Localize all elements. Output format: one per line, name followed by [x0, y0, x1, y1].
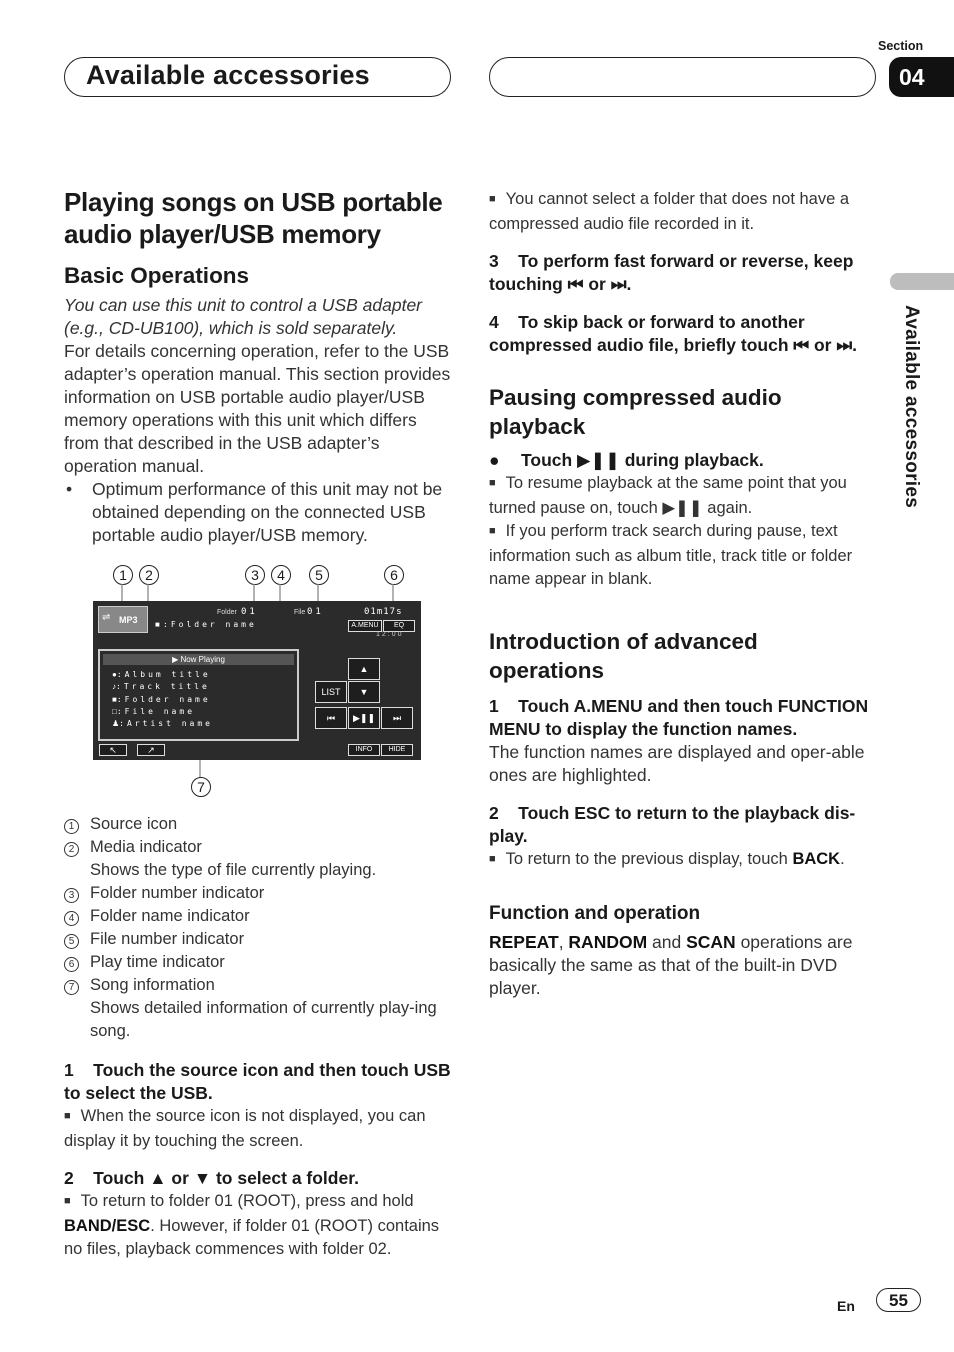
note-square-icon: ■ [489, 193, 496, 205]
back-label: BACK [792, 850, 841, 868]
repeat-label: REPEAT [489, 932, 559, 952]
folder-name-indicator: :Folder name [163, 620, 257, 629]
media-indicator: MP3 [119, 615, 138, 625]
song-info-panel [98, 649, 299, 741]
legend-text: Folder name indicator [90, 907, 250, 925]
legend-row [64, 813, 452, 836]
prev-track-button[interactable]: ⏮ [315, 707, 347, 729]
legend-row [64, 928, 452, 951]
page-header-title: Available accessories [86, 60, 370, 90]
file-row [112, 706, 213, 718]
right-column [489, 188, 879, 1000]
step-2-note [64, 1190, 452, 1261]
sep-2: and [647, 932, 687, 952]
play-time-indicator: 01m17s [364, 607, 403, 617]
step-1-note-text: When the source icon is not displayed, you can display it by touching the screen. [64, 1107, 426, 1150]
callout-5: 5 [309, 565, 329, 585]
callout-6: 6 [384, 565, 404, 585]
note-square-icon: ■ [64, 1195, 71, 1207]
legend-number: 5 [64, 934, 79, 949]
folder-name: :Folder name [116, 694, 211, 704]
legend-row [64, 859, 452, 882]
scroll-right-button[interactable]: ↗ [137, 744, 165, 756]
note-square-icon: ■ [489, 525, 496, 537]
section-label: Section [878, 39, 924, 53]
folder-note-text: You cannot select a folder that does not have a compressed audio file recorded in it. [489, 190, 850, 233]
legend-number: 6 [64, 957, 79, 972]
list-button[interactable]: LIST [315, 681, 347, 703]
note-square-icon: ■ [489, 853, 496, 865]
random-label: RANDOM [568, 932, 648, 952]
next-track-button[interactable]: ⏭ [381, 707, 413, 729]
side-tab-label: Available accessories [901, 305, 922, 509]
pause-note-2-text: If you perform track search during pause, text information such as album title, track title or folder name appear in blank. [489, 522, 853, 588]
step-4: 4 To skip back or forward to another compressed audio file, briefly touch ⏮ or ⏭. [489, 312, 857, 355]
legend-number: 4 [64, 911, 79, 926]
file-name: :File name [116, 706, 196, 716]
legend-row [64, 836, 452, 859]
clock-display: 12:00 [376, 631, 404, 638]
file-number-indicator: 01 [307, 607, 324, 617]
scroll-left-button[interactable]: ↖ [99, 744, 127, 756]
file-icon: □ [112, 706, 117, 716]
folder-down-button[interactable]: ▼ [348, 681, 380, 703]
legend-row [64, 905, 452, 928]
song-info-list [112, 669, 213, 730]
track-title: :Track title [116, 682, 210, 692]
legend-number: 7 [64, 980, 79, 995]
round-bullet-icon: ● [489, 450, 500, 470]
step-2: 2 Touch ▲ or ▼ to select a folder. [64, 1168, 359, 1188]
legend-text: Play time indicator [90, 953, 225, 971]
artist-row [112, 718, 213, 730]
disc-icon: ● [112, 670, 117, 679]
now-playing-bar [103, 654, 294, 665]
folder-up-button[interactable]: ▲ [348, 658, 380, 680]
adv-step-2: 2 Touch ESC to return to the playback dis-play. [489, 803, 856, 846]
folder-number-indicator: 01 [241, 607, 258, 617]
sep-1: , [558, 932, 569, 952]
legend-number: 3 [64, 888, 79, 903]
pause-heading: Pausing compressed audio playback [489, 385, 782, 439]
pause-step [489, 449, 879, 472]
folder-small-icon: ■ [112, 694, 117, 704]
pause-note-1-text: To resume playback at the same point that you turned pause on, touch ▶❚❚ again. [489, 474, 847, 517]
advanced-heading: Introduction of advanced operations [489, 629, 758, 683]
track-row [112, 681, 213, 693]
function-heading: Function and operation [489, 903, 701, 924]
legend-text: Shows detailed information of currently play-ing song. [90, 999, 437, 1040]
adv-step-2-note-text: To return to the previous display, touch [505, 850, 788, 868]
legend-text: Source icon [90, 815, 178, 833]
basic-operations-heading: Basic Operations [64, 263, 250, 288]
folder-note [489, 188, 879, 236]
left-steps [64, 1059, 456, 1261]
person-icon: ♟ [112, 719, 120, 729]
intro-body: For details concerning operation, refer to the USB adapter’s operation manual. This section provides information on USB portable audio player/USB memory operations with this unit which differs from that described in the USB adapter’s operation manual. [64, 341, 451, 476]
intro-italic: You can use this unit to control a USB adapter (e.g., CD-UB100), which is sold separately. [64, 295, 422, 338]
pause-step-text: Touch ▶❚❚ during playback. [521, 450, 764, 470]
bullet-dot-icon: • [66, 479, 73, 499]
step-3: 3 To perform fast forward or reverse, keep touching ⏮ or ⏭. [489, 251, 859, 294]
adv-step-1: 1 Touch A.MENU and then touch FUNCTION MENU to display the function names. [489, 696, 874, 739]
step-2-note-text: To return to folder 01 (ROOT), press and hold [80, 1192, 414, 1210]
album-row [112, 669, 213, 681]
hide-button[interactable]: HIDE [381, 744, 413, 756]
callout-3: 3 [245, 565, 265, 585]
now-playing-label: ▶ Now Playing [172, 655, 225, 664]
page-number: 55 [876, 1288, 921, 1312]
source-icon-box[interactable] [98, 606, 148, 633]
note-square-icon: ■ [489, 477, 496, 489]
legend-row [64, 974, 452, 997]
folder-row [112, 694, 213, 706]
file-number-label: File [294, 609, 306, 616]
figure-legend [64, 813, 452, 1043]
eq-button[interactable]: EQ [383, 620, 415, 632]
callout-7: 7 [191, 777, 211, 797]
note-square-icon: ■ [64, 1110, 71, 1122]
play-pause-button[interactable]: ▶❚❚ [348, 707, 380, 729]
legend-text: Shows the type of file currently playing. [90, 861, 377, 879]
legend-row [64, 997, 452, 1043]
legend-text: File number indicator [90, 930, 245, 948]
info-button[interactable]: INFO [348, 744, 380, 756]
footer-language: En [837, 1298, 855, 1314]
usb-icon: ⇌ [102, 612, 111, 623]
callout-1: 1 [113, 565, 133, 585]
legend-text: Song information [90, 976, 215, 994]
legend-number: 1 [64, 819, 79, 834]
scan-label: SCAN [686, 932, 736, 952]
step-1: 1 Touch the source icon and then touch USB to select the USB. [64, 1060, 456, 1103]
artist-name: :Artist name [119, 719, 213, 729]
adv-step-2-note [489, 848, 879, 873]
function-body [489, 931, 879, 1000]
step-1-note [64, 1105, 452, 1153]
usb-playback-screen [93, 601, 421, 760]
legend-row [64, 951, 452, 974]
folder-number-label: Folder [217, 609, 237, 616]
band-esc-label: BAND/ESC [64, 1217, 151, 1235]
legend-number: 2 [64, 842, 79, 857]
main-heading: Playing songs on USB portable audio player/USB memory [64, 187, 443, 249]
pause-note-1 [489, 472, 879, 520]
section-number-badge: 04 [889, 57, 954, 97]
bullet-text: Optimum performance of this unit may not be obtained depending on the connected USB portable audio player/USB memory. [92, 479, 443, 545]
legend-row [64, 882, 452, 905]
function-body-rest: operations are basically the same as that of the built-in DVD player. [489, 932, 853, 998]
adv-step-1-body: The function names are displayed and oper-able ones are highlighted. [489, 742, 865, 785]
legend-text: Folder number indicator [90, 884, 265, 902]
callout-4: 4 [271, 565, 291, 585]
folder-icon: ■ [155, 620, 160, 629]
legend-text: Media indicator [90, 838, 202, 856]
step-2-note-text-b: . However, if folder 01 (ROOT) contains no files, playback commences with folder 02. [64, 1217, 440, 1258]
a-menu-button[interactable]: A.MENU [348, 620, 382, 632]
album-title: :Album title [116, 670, 211, 679]
pause-note-2 [489, 520, 879, 591]
adv-step-2-note-end: . [840, 850, 845, 868]
note-icon: ♪ [112, 682, 116, 692]
callout-2: 2 [139, 565, 159, 585]
